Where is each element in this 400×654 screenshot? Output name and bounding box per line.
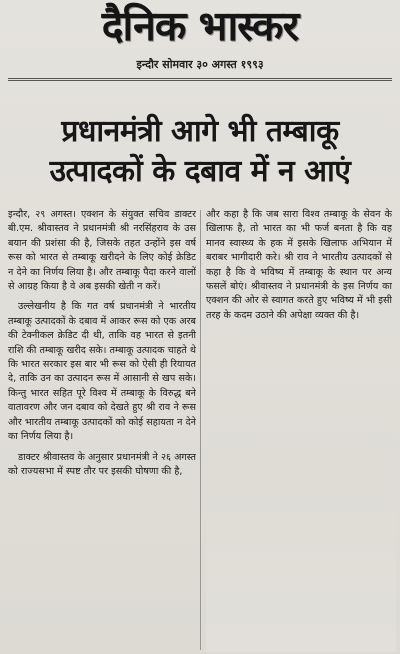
article-paragraph: उल्लेखनीय है कि गत वर्ष प्रधानमंत्री ने भारतीय तम्बाकू उत्पादकों के दबाव में आकर रूस को एक अरब की टेक्नीकल क्रेडिट दी थी, ताकि वह भारत से इतनी राशि की तम्बाकू खरीद सके। तम्बाकू उत्पादक चाहते थे कि भारत सरकार इस बार भी रूस को ऐसी ही रियायत दे, ताकि उन का उत्पादन रूस में आसानी से खप सके। किन्तु भारत सहित पूरे विश्व में तम्बाकू के विरुद्ध बने वातावरण और जन दबाव को देखते हुए श्री राव ने रूस और भारतीय तम्बाकू उत्पादकों को कोई सहायता न देने का निर्णय लिया है। xyxy=(8,301,196,443)
blank-paper-area xyxy=(206,402,396,652)
masthead-divider-secondary xyxy=(8,80,392,81)
article-column-right xyxy=(206,208,392,408)
dateline: इन्दौर सोमवार ३० अगस्त १९९३ xyxy=(136,58,264,71)
headline-line-1: प्रधानमंत्री आगे भी तम्बाकू xyxy=(61,114,339,149)
headline-line-2: उत्पादकों के दबाव में न आएं xyxy=(49,154,351,189)
masthead-divider xyxy=(8,78,392,79)
column-divider xyxy=(200,210,201,650)
article-paragraph: डाक्टर श्रीवास्तव के अनुसार प्रधानमंत्री ने २६ अगस्त को राज्यसभा में स्पष्ट तौर पर इसकी घोषणा की है, xyxy=(8,451,196,477)
article-column-left xyxy=(8,208,196,652)
masthead xyxy=(0,0,400,71)
article-paragraph: और कहा है कि जब सारा विश्व तम्बाकू के सेवन के खिलाफ है, तो भारत का भी फर्ज बनता है कि वह मानव स्वास्थ्य के हक में इसके खिलाफ अभियान में बराबर भागीदारी करे। श्री राव ने भारतीय उत्पादकों से कहा है कि वे भविष्य में तम्बाकू के स्थान पर अन्य फसलें बोएं। श्रीवास्तव ने प्रधानमंत्री के इस निर्णय का एक्शन की ओर से स्वागत करते हुए भविष्य में भी इसी तरह के कदम उठाने की अपेक्षा व्यक्त की है। xyxy=(206,209,392,321)
article-headline xyxy=(0,112,400,192)
article-paragraph: इन्दौर, २९ अगस्त। एक्शन के संयुक्त सचिव डाक्टर बी.एम. श्रीवास्तव ने प्रधानमंत्री श्री नरसिंहराव के उस बयान की प्रशंसा की है, जिसके तहत उन्होंने इस वर्ष रूस को भारत से तम्बाकू खरीदने के लिए कोई क्रेडिट न देने का निर्णय लिया है। और तम्बाकू पैदा करने वालों से आग्रह किया है वे अब इसकी खेती न करें। xyxy=(8,209,196,293)
newspaper-name: दैनिक भास्कर xyxy=(101,2,299,50)
